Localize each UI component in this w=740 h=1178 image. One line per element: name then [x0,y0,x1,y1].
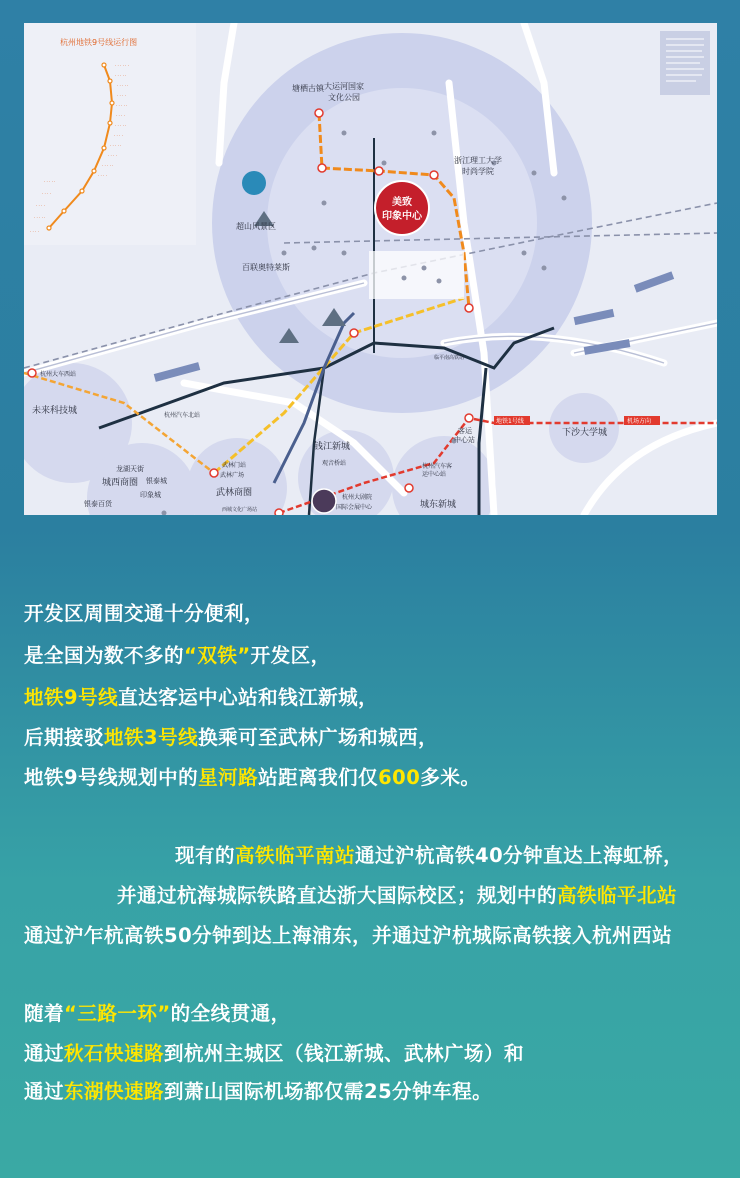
label-canal-park-1: 大运河国家 [324,82,364,91]
label-hz-east-2: 运中心站 [422,471,447,478]
label-zhejiang-univ-1: 浙江理工大学 [454,156,502,165]
map-canvas [24,23,717,515]
svg-text:· · · · ·: · · · · · [115,123,127,128]
area-map [24,23,717,515]
label-wulin: 武林商圈 [216,488,253,498]
svg-text:· · · · ·: · · · · · [116,103,128,108]
water-block [369,251,464,299]
svg-text:· · · · ·: · · · · · [102,163,114,168]
label-chengdong: 城东新城 [420,500,457,510]
inset-panel [24,23,196,245]
inset-title: 杭州地铁9号线运行图 [60,38,138,47]
label-keyun-1: 客运 [458,427,472,435]
label-keyun-2: 中心站 [454,436,475,444]
p3-line-1: 随着“三路一环”的全线贯通， [24,1002,291,1025]
p1-line-4: 后期接驳地铁3号线换乘可至武林广场和城西， [24,726,439,749]
lake [242,171,266,195]
p2-line-3: 通过沪乍杭高铁50分钟到达上海浦东，并通过沪杭城际高铁接入杭州西站 [24,924,673,947]
svg-text:· · · ·: · · · · [114,133,123,138]
svg-text:· · · · · ·: · · · · · · [115,63,129,68]
svg-text:· · · ·: · · · · [36,203,45,208]
label-gaotie: 临平南高铁站 [434,355,465,361]
p1-line-1: 开发区周围交通十分便利， [24,602,265,625]
label-qianjiang: 钱江新城 [314,442,351,452]
p1-line-3: 地铁9号线直达客运中心站和钱江新城， [24,686,379,709]
label-hz-east-1: 杭州汽车客 [422,463,453,470]
p3-line-3: 通过东湖快速路到萧山国际机场都仅需25分钟车程。 [24,1080,493,1103]
svg-text:· · · ·: · · · · [116,113,125,118]
badge-line-1: 美致 [392,197,412,208]
label-zhejiang-univ-2: 时尚学院 [462,167,494,176]
label-wulin-sq: 武林广场 [220,472,245,479]
label-bus-north: 杭州汽车北站 [164,412,201,419]
svg-text:· · · ·: · · · · [117,93,126,98]
svg-text:· · · ·: · · · · [98,173,107,178]
expo-photo [312,489,336,513]
p1-line-2: 是全国为数不多的“双铁”开发区， [24,644,331,667]
svg-text:· · · ·: · · · · [108,153,117,158]
badge-line-2: 印象中心 [382,211,422,222]
label-tangqi: 塘栖古镇 [292,84,324,93]
svg-text:· · · · ·: · · · · · [44,179,56,184]
line-tag-airport-text: 机场方向 [627,418,652,425]
label-silver: 银泰百货 [84,500,112,508]
svg-text:· · · · ·: · · · · · [34,215,46,220]
svg-text:· · · ·: · · · · [42,191,51,196]
label-expo-1: 杭州大剧院 [342,494,373,501]
line-tag-metro1-text: 地铁1号线 [496,418,524,425]
label-xicheng: 西城文化广场站 [222,507,258,513]
p2-line-2: 并通过杭海城际铁路直达浙大国际校区；规划中的高铁临平北站 [117,884,678,907]
svg-text:· · · · ·: · · · · · [117,83,129,88]
p1-line-5: 地铁9号线规划中的星河路站距离我们仅600多米。 [24,766,481,789]
label-longchuan: 龙湖天街 [116,465,144,473]
svg-text:· · · · ·: · · · · · [115,73,127,78]
label-expo-2: 国际会展中心 [336,504,373,511]
label-chengxi: 城西商圈 [102,478,139,488]
p2-line-1: 现有的高铁临平南站通过沪杭高铁40分钟直达上海虹桥， [175,844,684,867]
label-canal-park-2: 文化公园 [328,93,360,102]
svg-text:· · · · ·: · · · · · [110,143,122,148]
svg-text:· · · ·: · · · · [30,229,39,234]
label-xiasha: 下沙大学城 [562,428,608,438]
p3-line-2: 通过秋石快速路到杭州主城区（钱江新城、武林广场）和 [24,1042,525,1065]
label-future-sci-sub: 杭州大车西站 [40,371,77,378]
label-future-sci: 未来科技城 [32,406,78,416]
label-qiantang-sub: 观音桥站 [322,460,347,467]
label-yinxiang: 印象城 [140,491,161,499]
project-center-badge [375,181,429,235]
label-wulin-gate: 武林门站 [222,462,247,469]
label-yintai: 银泰城 [146,477,167,485]
label-bailian: 百联奥特莱斯 [242,263,290,272]
label-chaoshan: 超山风景区 [236,222,276,231]
